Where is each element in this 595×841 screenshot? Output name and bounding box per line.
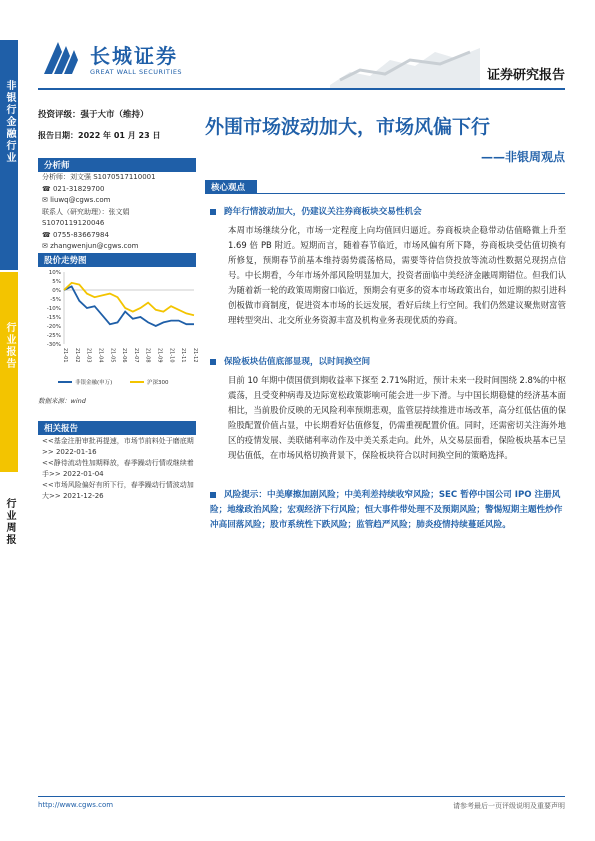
- report-date: 报告日期：2022 年 01 月 23 日: [38, 131, 161, 140]
- core-divider: [205, 193, 565, 194]
- related-section-title: 相关报告: [38, 421, 196, 435]
- x-tick-label: 21-11: [180, 348, 187, 363]
- y-tick-label: 10%: [48, 270, 61, 276]
- analyst-line: ✉ zhangwenjun@cgws.com: [42, 242, 139, 250]
- bullet-body-brokers: 本周市场继续分化，市场一定程度上向均值回归逼近。券商板块企稳带动估值略微上升至 1.69 倍 PB 附近。短期而言，随着春节临近，市场风偏有所下降，券商板块受估值切换有所修复，预期春节前基本维持弱势震荡格局，需要等待信贷投放等流动性数据兑现拐点信号。中长期看，今年市场外部风险明显加大，投资者面临中美经济金融周期错位。但我们认为随着新一轮的政策周期窗口临近，预期会有更多的资本市场政策出台，如近期的拟引进科创板做市商制度，促进资本市场的长远发展，看好后续上行空间。我们仍然建议聚焦财富管理转型突出、北交所业务资源丰富及机构业务表现优质的券商。: [228, 225, 566, 325]
- bullet-title-insurance: [210, 355, 565, 367]
- sidebar-industry: [0, 40, 18, 270]
- logo-subtext: GREAT WALL SECURITIES: [90, 68, 183, 76]
- y-tick-label: -5%: [50, 297, 61, 303]
- bullet-body-insurance: 目前 10 年期中债国债到期收益率下探至 2.71%附近，预计未来一段时间围绕 2.8%的中枢震荡，且受变种病毒及边际宽松政策影响可能会进一步下滑。与中国长期稳健的经济基本面相比，当前股价反映的无风险利率预期悲观，监管层持续推进市场改革，高分红低估值的保险股配置价值占显，中长期看好估值修复，仍需重视配置价值。同时，还需密切关注海外地区的疫情发展、美联储利率动作及中美关系走向。此外，从交易层面看，保险板块基本已呈现估值低，在市场风格切换背景下，保险板块符合以时间换空间的策略选择。: [228, 375, 566, 460]
- stock-chart: [38, 266, 198, 392]
- footer-url[interactable]: http://www.cgws.com: [38, 801, 114, 809]
- sidebar-weekly: [0, 490, 18, 590]
- analyst-section-title: 分析师: [38, 158, 196, 172]
- legend-label: 沪深300: [147, 380, 169, 386]
- series-line: [64, 283, 194, 315]
- bullet-square-icon: [210, 359, 216, 365]
- analyst-line: ☎ 0755-83667984: [42, 230, 109, 239]
- data-source: 数据来源：wind: [38, 397, 86, 405]
- x-tick-label: 21-10: [168, 348, 175, 363]
- analyst-line: ✉ liuwq@cgws.com: [42, 196, 111, 204]
- analyst-line: 分析师：刘文强 S1070517110001: [42, 173, 156, 181]
- header-divider: [38, 88, 565, 90]
- risk-warning: [210, 488, 566, 533]
- legend-label: 非银金融(申万): [75, 380, 113, 386]
- x-tick-label: 21-06: [121, 348, 128, 363]
- sidebar-mid-label: 行业报告: [4, 322, 15, 370]
- analyst-info: [42, 172, 202, 253]
- core-section-title: 核心观点: [205, 180, 257, 194]
- x-tick-label: 21-08: [144, 348, 151, 363]
- related-reports: [42, 436, 200, 502]
- related-report-item[interactable]: <<静待流动性加期释放，春季躁动行情或继续着手>> 2022-01-04: [42, 459, 194, 478]
- y-tick-label: -10%: [46, 306, 61, 312]
- sidebar-top-label: 非银行金融行业: [4, 80, 15, 164]
- y-tick-label: -25%: [46, 333, 61, 339]
- rating: 投资评级：强于大市（维持）: [38, 110, 149, 120]
- y-tick-label: -15%: [46, 315, 61, 321]
- footer-disclaimer: 请参考最后一页评级说明及重要声明: [453, 802, 565, 810]
- x-tick-label: 21-02: [73, 348, 80, 363]
- x-tick-label: 21-12: [192, 348, 198, 363]
- chart-section-title: 股价走势图: [38, 253, 196, 267]
- footer-divider: [38, 796, 565, 797]
- y-tick-label: 5%: [52, 279, 61, 285]
- logo-text: 长城证券: [90, 44, 178, 68]
- series-line: [64, 286, 194, 326]
- related-report-item[interactable]: <<基金注册审批再提速，市场节前料处于磨底期>> 2022-01-16: [42, 437, 194, 456]
- y-tick-label: -20%: [46, 324, 61, 330]
- sidebar-report: [0, 272, 18, 472]
- bullet-square-icon: [210, 209, 216, 215]
- sidebar-bottom-label: 行业周报: [4, 498, 15, 546]
- x-tick-label: 21-04: [97, 348, 104, 363]
- bullet-square-icon: [210, 492, 216, 498]
- page-title: 外围市场波动加大，市场风偏下行: [205, 116, 491, 138]
- bullet-title-text: 跨年行情波动加大，仍建议关注券商板块交易性机会: [224, 207, 422, 217]
- great-wall-image: [330, 30, 480, 90]
- report-type: 证券研究报告: [486, 68, 565, 83]
- bullet-title-brokers: [210, 205, 565, 217]
- x-tick-label: 21-01: [62, 348, 68, 363]
- bullet-title-text: 保险板块估值底部显现，以时间换空间: [224, 357, 371, 367]
- risk-text: 风险提示：中美摩擦加剧风险；中美利差持续收窄风险；SEC 暂停中国公司 IPO 注册风险；地缘政治风险；宏观经济下行风险；恒大事件带处理不及预期风险；警惕短期主题性炒作冲高回落风险；股市系统性下跌风险；监管趋严风险；肺炎疫情持续蔓延风险。: [210, 490, 563, 530]
- x-tick-label: 21-05: [109, 348, 116, 363]
- logo-icon: [40, 38, 86, 78]
- analyst-line: ☎ 021-31829700: [42, 184, 105, 193]
- related-report-item[interactable]: <<市场风险偏好有所下行，春季躁动行情波动加大>> 2021-12-26: [42, 481, 194, 500]
- analyst-line: 联系人（研究助理）：张文娟: [42, 207, 130, 216]
- analyst-line: S1070119120046: [42, 219, 105, 227]
- y-tick-label: -30%: [46, 342, 61, 348]
- y-tick-label: 0%: [52, 288, 61, 294]
- x-tick-label: 21-07: [132, 348, 139, 363]
- x-tick-label: 21-03: [85, 348, 92, 363]
- x-tick-label: 21-09: [156, 348, 163, 363]
- page-subtitle: ——非银周观点: [480, 150, 565, 164]
